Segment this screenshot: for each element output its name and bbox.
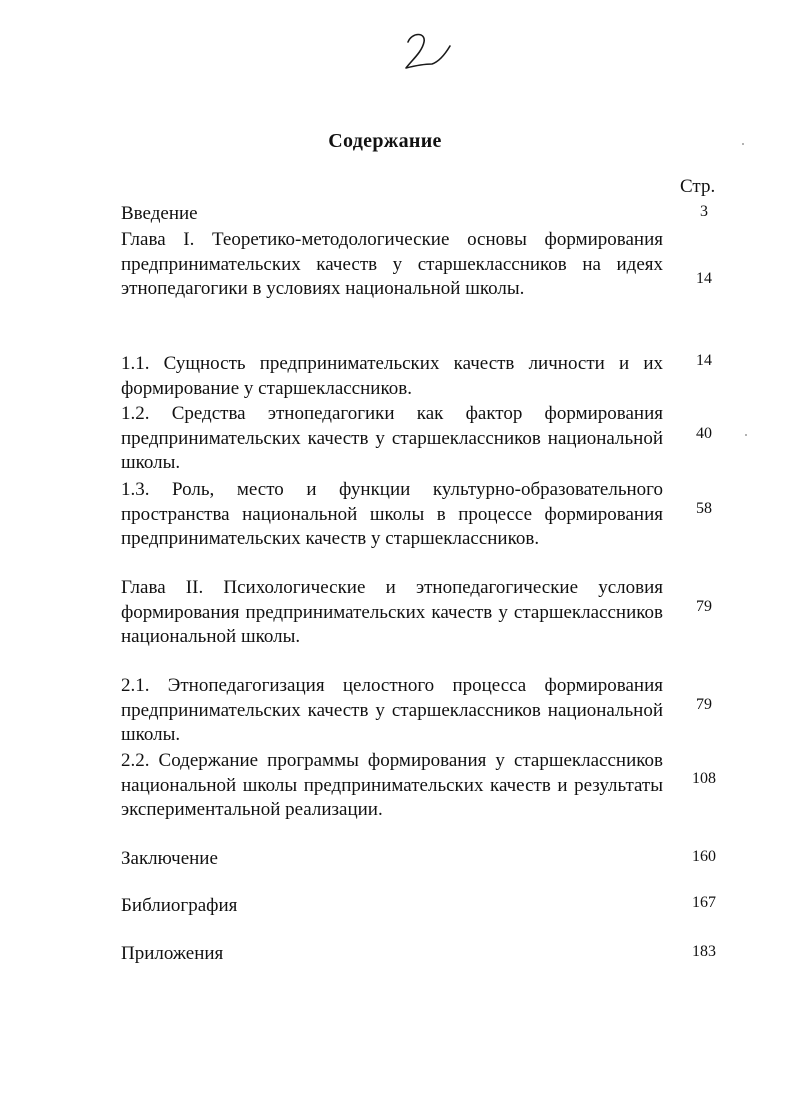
handwritten-page-number [398, 28, 458, 78]
toc-entry-section-1-1: 1.1. Сущность предпринимательских качеств личности и их формирование у старшеклассников. [121, 353, 663, 399]
toc-entry-conclusion: Заключение [121, 848, 218, 869]
toc-page-bibliography: 167 [692, 894, 716, 911]
toc-entry-appendices: Приложения [121, 943, 224, 964]
toc-entry-bibliography: Библиография [121, 895, 238, 916]
page-title: Содержание [328, 130, 442, 152]
scan-speck [742, 143, 744, 145]
toc-page-chapter-1: 14 [696, 270, 712, 287]
toc-page-appendices: 183 [692, 943, 716, 960]
toc-page-introduction: 3 [700, 203, 708, 220]
scan-speck [745, 434, 747, 436]
toc-page-section-2-2: 108 [692, 770, 716, 787]
toc-page-conclusion: 160 [692, 848, 716, 865]
toc-page-section-1-2: 40 [696, 425, 712, 442]
toc-page-chapter-2: 79 [696, 598, 712, 615]
toc-entry-chapter-2: Глава II. Психологические и этнопедагогические условия формирования предпринимательских качеств у старшеклассников национальной школы. [121, 577, 663, 648]
toc-entry-chapter-1: Глава I. Теоретико-методологические основы формирования предпринимательских качеств у старшеклассников на идеях этнопедагогики в условиях национальной школы. [121, 229, 663, 300]
toc-page-section-1-1: 14 [696, 352, 712, 369]
pages-column-header: Стр. [680, 176, 716, 197]
toc-entry-section-1-3: 1.3. Роль, место и функции культурно-образовательного пространства национальной школы в процессе формирования предпринимательских качеств у старшеклассников. [121, 479, 663, 550]
toc-page-section-1-3: 58 [696, 500, 712, 517]
toc-entry-introduction: Введение [121, 203, 198, 224]
toc-entry-section-2-1: 2.1. Этнопедагогизация целостного процесса формирования предпринимательских качеств у старшеклассников национальной школы. [121, 675, 663, 746]
toc-entry-section-1-2: 1.2. Средства этнопедагогики как фактор формирования предпринимательских качеств у старшеклассников национальной школы. [121, 403, 663, 474]
toc-entry-section-2-2: 2.2. Содержание программы формирования у старшеклассников национальной школы предпринимательских качеств и результаты экспериментальной реализации. [121, 750, 663, 821]
toc-page-section-2-1: 79 [696, 696, 712, 713]
